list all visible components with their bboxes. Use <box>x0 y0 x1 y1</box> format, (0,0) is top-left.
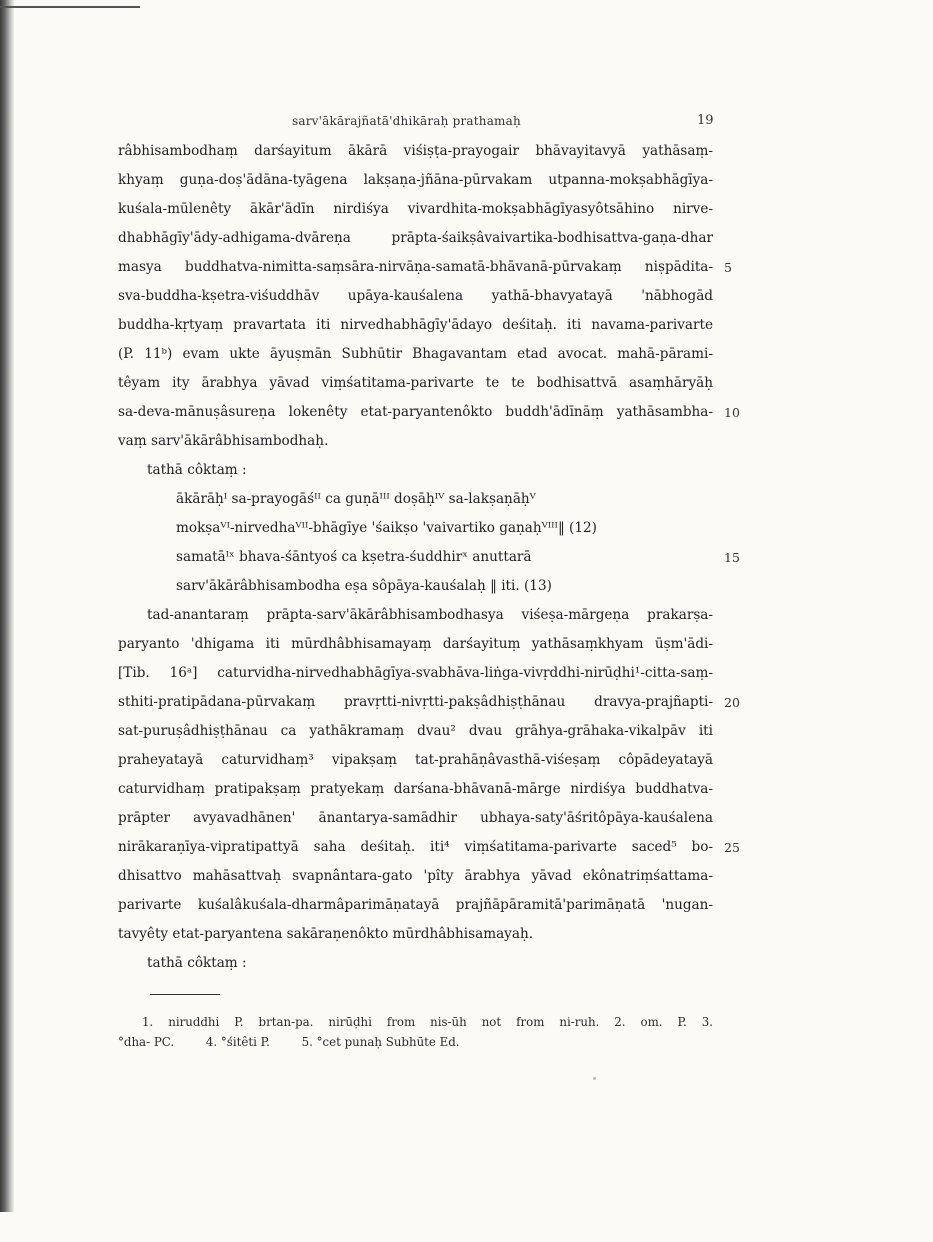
text-line: paryanto 'dhigama iti mūrdhâbhisamayaṃ darśayituṃ yathāsaṃkhyam ūṣm'ādi- <box>118 636 713 652</box>
text-line: caturvidhaṃ pratipakṣaṃ pratyekaṃ darśana-bhāvanā-mārge nirdiśya buddhatva- <box>118 781 713 797</box>
text-line: khyaṃ guṇa-doṣ'ādāna-tyāgena lakṣaṇa-jñāna-pūrvakam utpanna-mokṣabhāgīya- <box>118 172 713 188</box>
text-line: nirākaraṇīya-vipratipattyā saha deśitaḥ. iti⁴ viṃśatitama-parivarte saced⁵ bo- <box>118 839 713 855</box>
line-number: 5 <box>724 260 732 275</box>
text-line: sat-puruṣâdhiṣṭhānau ca yathākramaṃ dvau² dvau grāhya-grāhaka-vikalpāv iti <box>118 723 713 739</box>
text-line: râbhisambodhaṃ darśayitum ākārā viśiṣṭa-prayogair bhāvayitavyā yathāsaṃ- <box>118 143 713 159</box>
text-line: buddha-kṛtyaṃ pravartata iti nirvedhabhāgīy'ādayo deśitaḥ. iti navama-parivarte <box>118 317 713 333</box>
footnote-rule <box>150 994 220 995</box>
line-number: 10 <box>724 405 740 420</box>
line-number: 25 <box>724 840 740 855</box>
verse-intro: tathā côktaṃ : <box>147 462 247 478</box>
verse-line: samatāᴵˣ bhava-śāntyoś ca kṣetra-śuddhirˣ anuttarā <box>176 549 532 565</box>
text-line: sa-deva-mānuṣâsureṇa lokenêty etat-paryantenôkto buddh'ādīnāṃ yathāsambha- <box>118 404 713 420</box>
text-line: sthiti-pratipādana-pūrvakaṃ pravṛtti-nivṛtti-pakṣâdhiṣṭhānau dravya-prajñapti- <box>118 694 713 710</box>
footnote-line: 1. niruddhi P. brtan-pa. nirūḍhi from nis-ūh not from ni-ruh. 2. om. P. 3. <box>142 1015 713 1029</box>
line-number: 20 <box>724 695 740 710</box>
line-number: 15 <box>724 550 740 565</box>
text-line: praheyatayā caturvidhaṃ³ vipakṣaṃ tat-prahāṇâvasthā-viśeṣaṃ côpādeyatayā <box>118 752 713 768</box>
text-line: sva-buddha-kṣetra-viśuddhāv upāya-kauśalena yathā-bhavyatayā 'nābhogād <box>118 288 713 304</box>
text-line: parivarte kuśalâkuśala-dharmâparimāṇatayā prajñāpāramitā'parimāṇatā 'nugan- <box>118 897 713 913</box>
text-line: tavyêty etat-paryantena sakāraṇenôkto mūrdhâbhisamayaḥ. <box>118 926 534 942</box>
footnote-entry: 5. °cet punaḥ Subhūte Ed. <box>301 1035 460 1049</box>
verse-intro: tathā côktaṃ : <box>147 955 247 971</box>
footnote-entry: 4. °śitêti P. <box>205 1035 270 1049</box>
text-line: tad-anantaraṃ prāpta-sarv'ākārâbhisambodhasya viśeṣa-mārgeṇa prakarṣa- <box>147 607 713 623</box>
verse-line: ākārāḥᴵ sa-prayogāśᴵᴵ ca guṇāᴵᴵᴵ doṣāḥᴵⱽ sa-lakṣaṇāḥⱽ <box>176 491 536 507</box>
verse-line: sarv'ākārâbhisambodha eṣa sôpāya-kauśalaḥ ‖ iti. (13) <box>176 578 552 594</box>
running-head: sarv'ākārajñatā'dhikāraḥ prathamaḥ <box>292 114 521 128</box>
text-line: vaṃ sarv'ākārâbhisambodhaḥ. <box>118 433 329 449</box>
text-line: [Tib. 16ᵃ] caturvidha-nirvedhabhāgīya-svabhāva-liṅga-vivṛddhi-nirūḍhi¹-citta-saṃ- <box>118 665 713 681</box>
text-line: kuśala-mūlenêty ākār'ādīn nirdiśya vivardhita-mokṣabhāgīyasyôtsāhino nirve- <box>118 201 713 217</box>
text-line: têyam ity ārabhya yāvad viṃśatitama-parivarte te te bodhisattvā asaṃhāryāḥ <box>118 375 713 391</box>
text-line: (P. 11ᵇ) evam ukte āyuṣmān Subhūtir Bhagavantam etad avocat. mahā-pārami- <box>118 346 713 362</box>
text-line: dhabhāgīy'ādy-adhigama-dvāreṇa prāpta-śaikṣâvaivartika-bodhisattva-gaṇa-dhar <box>118 230 713 246</box>
text-line: masya buddhatva-nimitta-saṃsāra-nirvāṇa-samatā-bhāvanā-pūrvakaṃ niṣpādita- <box>118 259 713 275</box>
footnote-line <box>118 1033 713 1051</box>
verse-line: mokṣaⱽᴵ-nirvedhaⱽᴵᴵ-bhāgīye 'śaikṣo 'vaivartiko gaṇaḥⱽᴵᴵᴵ‖ (12) <box>176 520 597 536</box>
footnote-entry: °dha- PC. <box>118 1035 175 1049</box>
text-line: prāpter avyavadhānen' ānantarya-samādhir ubhaya-saty'āśritôpāya-kauśalena <box>118 810 713 826</box>
text-line: dhisattvo mahāsattvaḥ svapnântara-gato 'pîty ārabhya yāvad ekônatriṃśattama- <box>118 868 713 884</box>
scan-speck <box>593 1077 596 1080</box>
page-number: 19 <box>697 113 714 128</box>
